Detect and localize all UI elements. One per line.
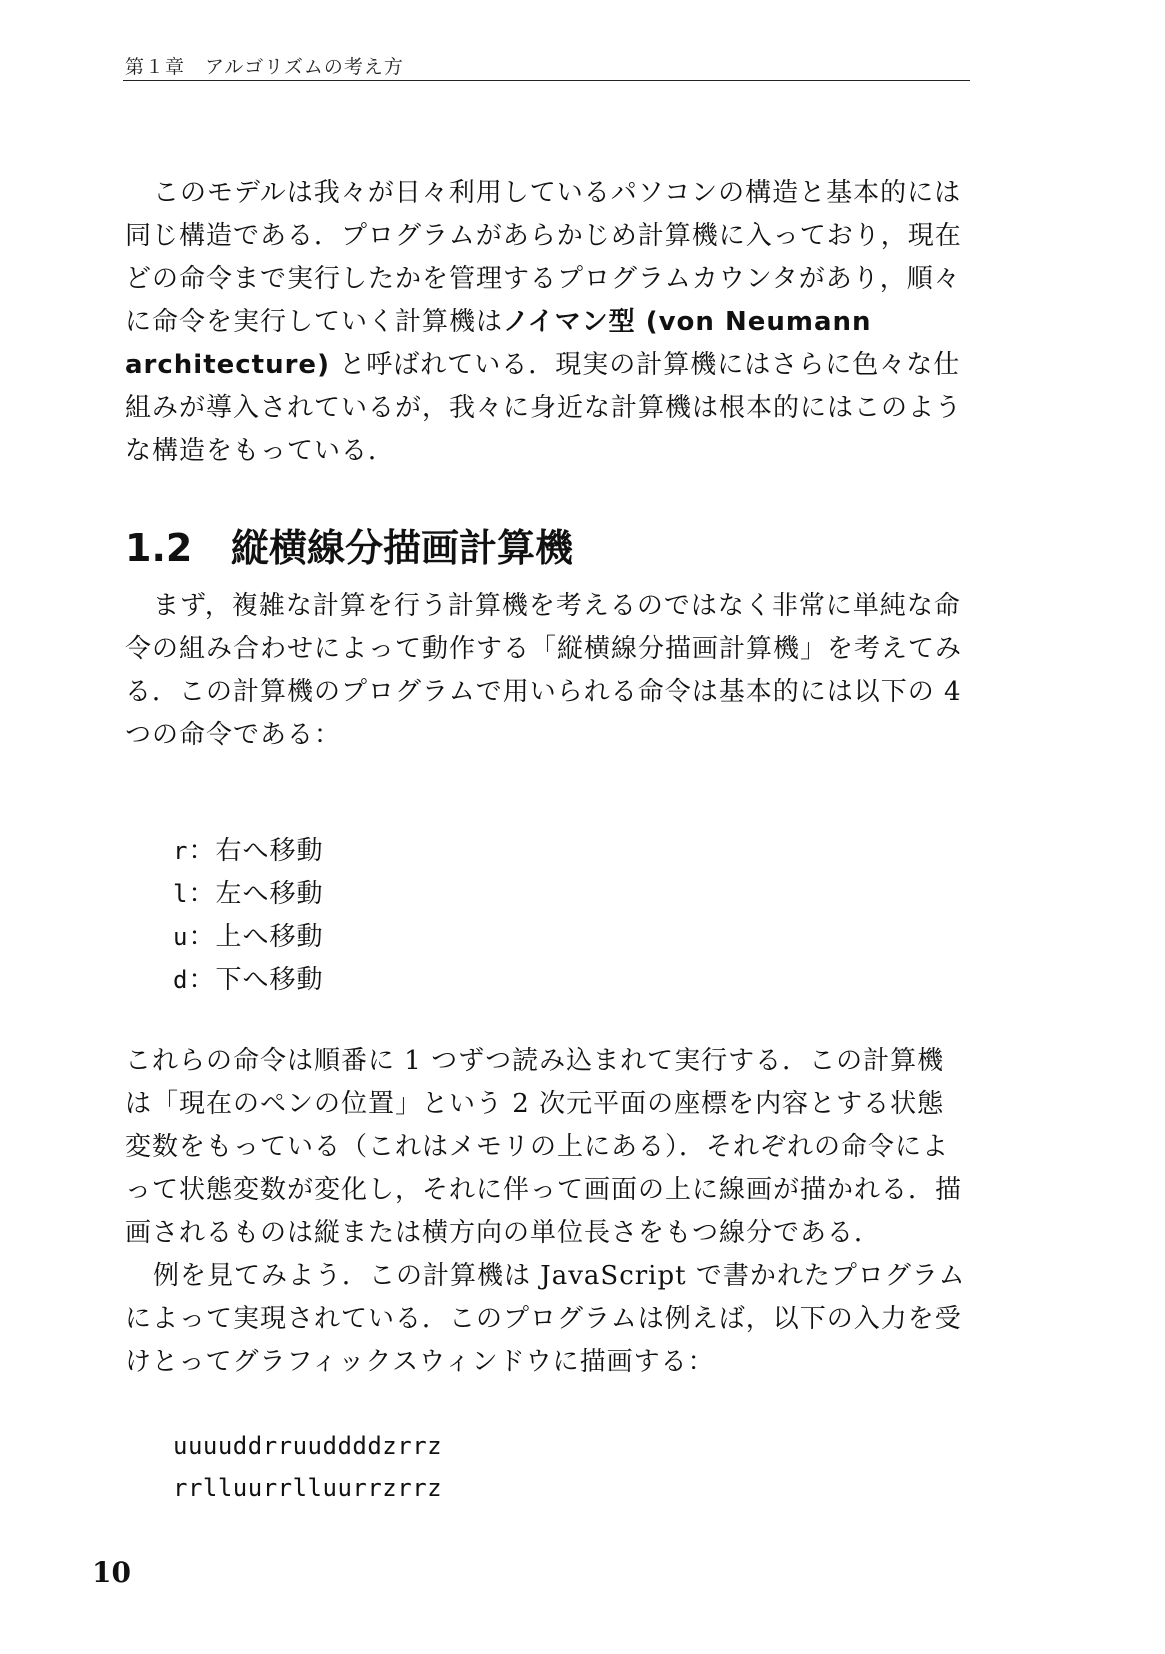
paragraph-intro (125, 585, 970, 757)
command-item (173, 916, 323, 959)
paragraph-text: まず，複雑な計算を行う計算機を考えるのではなく非常に単純な命令の組み合わせによって動作する「縦横線分描画計算機」を考えてみる．この計算機のプログラムで用いられる命令は基本的には以下の 4 つの命令である： (125, 591, 963, 750)
code-line: uuuuddrruuddddzrrz (173, 1432, 443, 1460)
command-separator: ： (188, 879, 216, 909)
command-key: d (173, 966, 189, 994)
command-description: 右へ移動 (215, 836, 324, 866)
section-title: 縦横線分描画計算機 (231, 526, 574, 570)
paragraph-text: これらの命令は順番に 1 つずつ読み込まれて実行する．この計算機は「現在のペンの位置」という 2 次元平面の座標を内容とする状態変数をもっている（これはメモリの上にある）．それぞれの命令によって状態変数が変化し，それに伴って画面の上に線画が描かれる．描画されるものは縦または横方向の単位長さをもつ線分である． (125, 1046, 963, 1248)
code-line: rrlluurrlluurrzrrz (173, 1474, 443, 1502)
page-number: 10 (92, 1556, 131, 1589)
paragraph-text: このモデルは我々が日々利用しているパソコンの構造と基本的には同じ構造である．プログラムがあらかじめ計算機に入っており，現在どの命令まで実行したかを管理するプログラムカウンタがあり，順々に命令を実行していく計算機は (125, 178, 962, 337)
header-rule (123, 80, 970, 81)
command-description: 下へ移動 (215, 965, 324, 995)
command-description: 左へ移動 (215, 879, 324, 909)
paragraph-von-neumann (125, 172, 970, 473)
paragraph-text: と呼ばれている．現実の計算機にはさらに色々な仕組みが導入されているが，我々に身近な計算機は根本的にはこのような構造をもっている． (125, 350, 963, 466)
code-example (173, 1425, 442, 1509)
command-key: l (173, 880, 189, 908)
command-item (173, 830, 323, 873)
command-separator: ： (188, 836, 216, 866)
section-number: 1.2 (125, 526, 193, 570)
command-separator: ： (188, 922, 216, 952)
running-header: 第１章 アルゴリズムの考え方 (125, 56, 404, 78)
command-separator: ： (188, 965, 216, 995)
command-item (173, 873, 323, 916)
command-item (173, 959, 323, 1002)
command-key: u (173, 923, 189, 951)
paragraph-text: 例を見てみよう．この計算機は JavaScript で書かれたプログラムによって実現されている．このプログラムは例えば，以下の入力を受けとってグラフィックスウィンドウに描画する： (125, 1261, 966, 1377)
command-list (173, 830, 323, 1002)
section-heading (125, 517, 573, 572)
paragraph-state-variable (125, 1040, 970, 1255)
key-term: ノイマン型 (von Neumann architecture) (125, 307, 872, 380)
command-key: r (173, 837, 189, 865)
command-description: 上へ移動 (215, 922, 324, 952)
paragraph-example (125, 1255, 970, 1384)
